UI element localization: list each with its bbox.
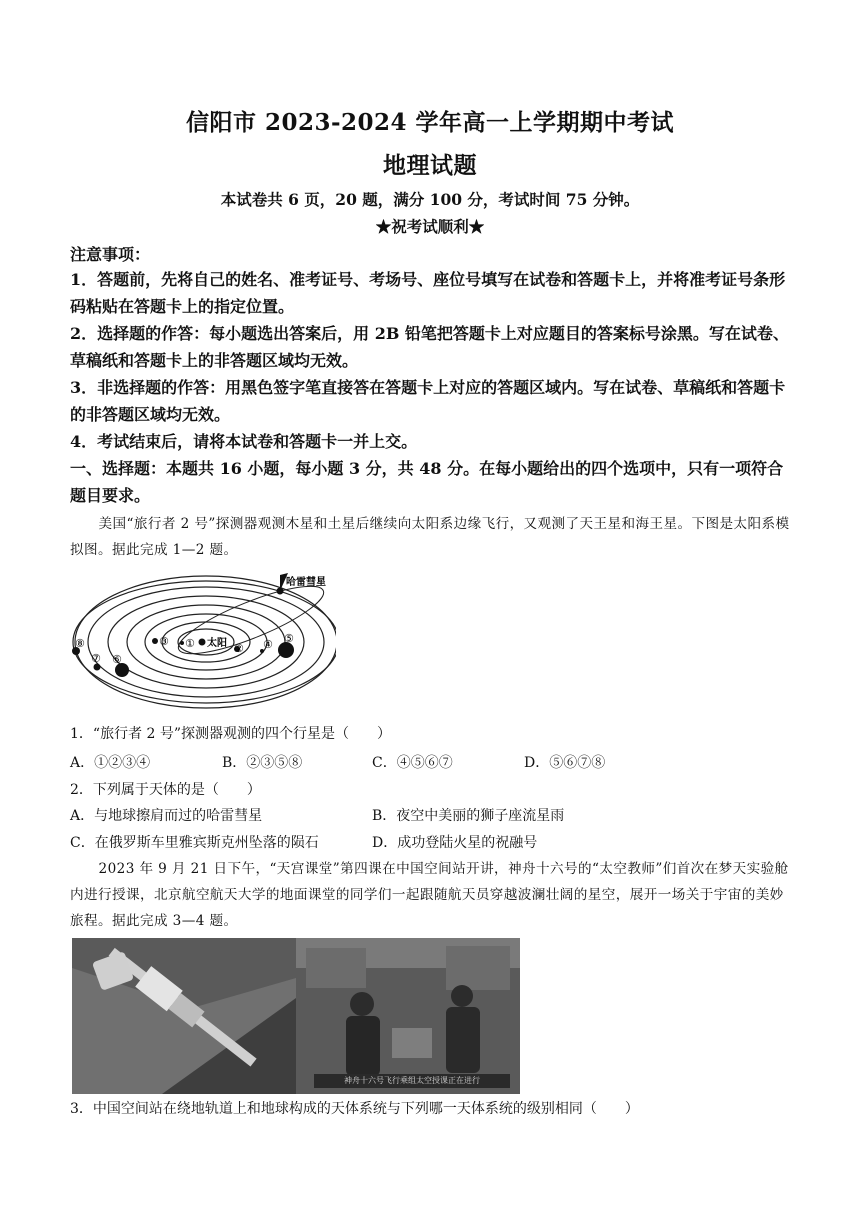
orbit-4 — [127, 605, 285, 679]
orbit-5 — [108, 596, 304, 688]
planet-3-icon — [152, 638, 158, 644]
comet-label: 哈雷彗星 — [286, 577, 326, 588]
note-item-3: 3．非选择题的作答：用黑色签字笔直接答在答题卡上对应的答题区域内。写在试卷、草稿纸和答题卡的非答题区域均无效。 — [70, 378, 786, 424]
q2-option-b: B．夜空中美丽的狮子座流星雨 — [372, 808, 565, 824]
note-item-4: 4．考试结束后，请将本试卷和答题卡一并上交。 — [70, 432, 418, 451]
sun-icon — [199, 639, 206, 646]
planet-8-label: ⑧ — [75, 637, 85, 650]
q2-option-a: A．与地球擦肩而过的哈雷彗星 — [70, 808, 263, 824]
notes-heading: 注意事项： — [70, 245, 151, 264]
q1-option-b: B．②③⑤⑧ — [222, 755, 303, 771]
planet-1-label: ① — [185, 637, 195, 650]
passage-1: 美国“旅行者 2 号”探测器观测木星和土星后继续向太阳系边缘飞行，又观测了天王星和海王星。下图是太阳系模拟图。据此完成 1—2 题。 — [70, 516, 790, 558]
planet-4-label: ④ — [263, 638, 273, 651]
planet-7-label: ⑦ — [91, 652, 101, 665]
q1-option-c: C．④⑤⑥⑦ — [372, 755, 453, 771]
q1-option-d: D．⑤⑥⑦⑧ — [524, 755, 606, 771]
q2-option-c: C．在俄罗斯车里雅宾斯克州坠落的陨石 — [70, 835, 319, 851]
exam-title: 信阳市 2023-2024 学年高一上学期期中考试 — [185, 109, 675, 136]
note-item-2: 2．选择题的作答：每小题选出答案后，用 2B 铅笔把答题卡上对应题目的答案标号涂黑。写在试卷、草稿纸和答题卡上的非答题区域均无效。 — [70, 324, 789, 370]
planet-6-label: ⑥ — [112, 653, 122, 666]
q2-option-d: D．成功登陆火星的祝融号 — [372, 835, 538, 851]
note-item-1: 1．答题前，先将自己的姓名、准考证号、考场号、座位号填写在试卷和答题卡上，并将准考证号条形码粘贴在答题卡上的指定位置。 — [70, 270, 786, 316]
space-station-photo — [72, 938, 296, 1094]
sun-label: 太阳 — [207, 638, 227, 649]
q1-option-a: A．①②③④ — [70, 755, 151, 771]
section-heading: 一、选择题：本题共 16 小题，每小题 3 分，共 48 分。在每小题给出的四个选项中，只有一项符合题目要求。 — [70, 459, 784, 505]
passage-2: 2023 年 9 月 21 日下午，“天宫课堂”第四课在中国空间站开讲，神舟十六号的“太空教师”们首次在梦天实验舱内进行授课，北京航空航天大学的地面课堂的同学们一起跟随航天员穿越波澜壮阔的星空，展开一场关于宇宙的美妙旅程。据此完成 3—4 题。 — [70, 861, 789, 929]
question-2-stem: 2．下列属于天体的是（ ） — [70, 782, 261, 798]
classroom-photo — [296, 938, 520, 1094]
question-3-stem: 3．中国空间站在绕地轨道上和地球构成的天体系统与下列哪一天体系统的级别相同（ ） — [70, 1101, 639, 1117]
planet-1-icon — [180, 641, 184, 645]
planet-3-label: ③ — [159, 635, 169, 648]
solar-system-figure — [66, 570, 336, 718]
planet-2-label: ② — [234, 642, 244, 655]
question-1-stem: 1．“旅行者 2 号”探测器观测的四个行星是（ ） — [70, 726, 392, 742]
exam-info: 本试卷共 6 页，20 题，满分 100 分，考试时间 75 分钟。 — [220, 190, 640, 209]
subject-title: 地理试题 — [383, 152, 477, 179]
exam-blessing: ★祝考试顺利★ — [375, 217, 485, 236]
photo-caption: 神舟十六号飞行乘组太空授课正在进行 — [314, 1074, 510, 1088]
planet-5-label: ⑤ — [284, 632, 294, 645]
